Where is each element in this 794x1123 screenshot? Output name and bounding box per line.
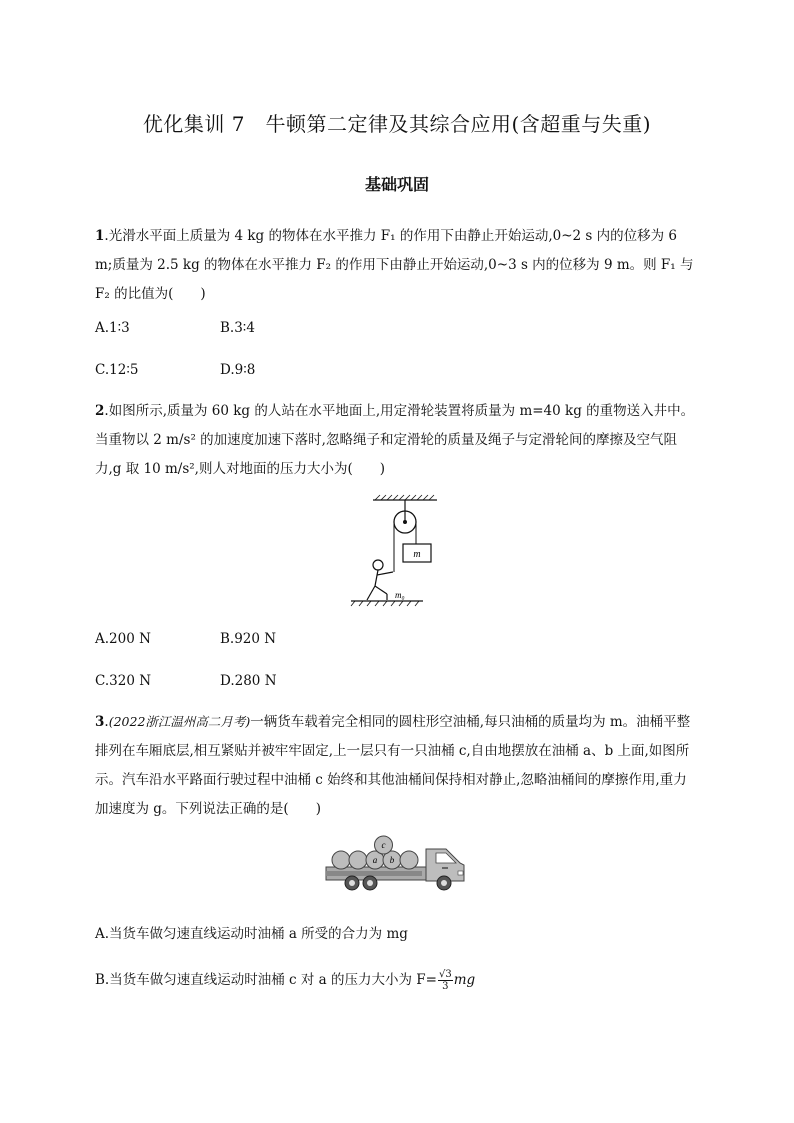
- fraction-numerator: √3: [438, 969, 452, 980]
- page-title: 优化集训 7 牛顿第二定律及其综合应用(含超重与失重): [142, 112, 652, 136]
- truck-figure: [322, 835, 474, 897]
- question-2-number: 2: [95, 403, 105, 419]
- q1-option-c: C.12∶5: [95, 362, 139, 378]
- question-3-number: 3: [95, 714, 105, 730]
- question-3-source: (2022浙江温州高二月考): [108, 714, 251, 729]
- pulley-figure: [345, 490, 445, 610]
- question-2-text: .如图所示,质量为 60 kg 的人站在水平地面上,用定滑轮装置将质量为 m=40 kg 的重物送入井中。当重物以 2 m/s² 的加速度加速下落时,忽略绳子和定滑轮的质量及绳子与定滑轮间的摩擦及空气阻力,g 取 10 m/s²,则人对地面的压力大小为( ): [95, 403, 695, 477]
- q1-option-b: B.3∶4: [220, 320, 255, 336]
- question-2: [95, 397, 695, 484]
- q3-option-b-fraction: [438, 969, 453, 992]
- barrel-a-label: a: [372, 855, 378, 865]
- barrel-b-label: b: [389, 855, 395, 865]
- q2-option-d: D.280 N: [220, 673, 277, 689]
- person-mass-label: m₀: [395, 590, 405, 600]
- mass-label: m: [413, 549, 421, 560]
- q2-option-b: B.920 N: [220, 631, 277, 647]
- q3-option-b: [95, 968, 475, 992]
- q1-option-a: A.1∶3: [95, 320, 130, 336]
- barrel-c-label: c: [381, 840, 386, 850]
- question-3: 3.(2022浙江温州高二月考)一辆货车载着完全相同的圆柱形空油桶,每只油桶的质量均为 m。油桶平整排列在车厢底层,相互紧贴并被牢牢固定,上一层只有一只油桶 c,自由地摆放在油桶 a、b 上面,如图所示。汽车沿水平路面行驶过程中油桶 c 始终和其他油桶间保持相对静止,忽略油桶间的摩擦作用,重力加速度为 g。下列说法正确的是( ): [95, 714, 691, 817]
- fraction-denominator: 3: [442, 981, 449, 992]
- section-heading: 基础巩固: [364, 175, 429, 194]
- question-1-number: 1: [95, 228, 105, 244]
- q3-option-b-prefix: B.当货车做匀速直线运动时油桶 c 对 a 的压力大小为 F=: [95, 972, 437, 988]
- question-1: [95, 222, 695, 309]
- question-3-text: 一辆货车载着完全相同的圆柱形空油桶,每只油桶的质量均为 m。油桶平整排列在车厢底层,相互紧贴并被牢牢固定,上一层只有一只油桶 c,自由地摆放在油桶 a、b 上面,如图所示。汽车沿水平路面行驶过程中油桶 c 始终和其他油桶间保持相对静止,忽略油桶间的摩擦作用,重力加速度为 g。下列说法正确的是( ): [95, 714, 691, 817]
- q2-option-a: A.200 N: [95, 631, 151, 647]
- q3-option-b-suffix: mg: [453, 972, 476, 988]
- q3-option-a: A.当货车做匀速直线运动时油桶 a 所受的合力为 mg: [95, 926, 408, 942]
- question-1-text: .光滑水平面上质量为 4 kg 的物体在水平推力 F₁ 的作用下由静止开始运动,0~2 s 内的位移为 6 m;质量为 2.5 kg 的物体在水平推力 F₂ 的作用下由静止开始运动,0~3 s 内的位移为 9 m。则 F₁ 与 F₂ 的比值为( ): [95, 228, 694, 302]
- q2-option-c: C.320 N: [95, 673, 152, 689]
- q1-option-d: D.9∶8: [220, 362, 256, 378]
- person-icon: [367, 560, 393, 600]
